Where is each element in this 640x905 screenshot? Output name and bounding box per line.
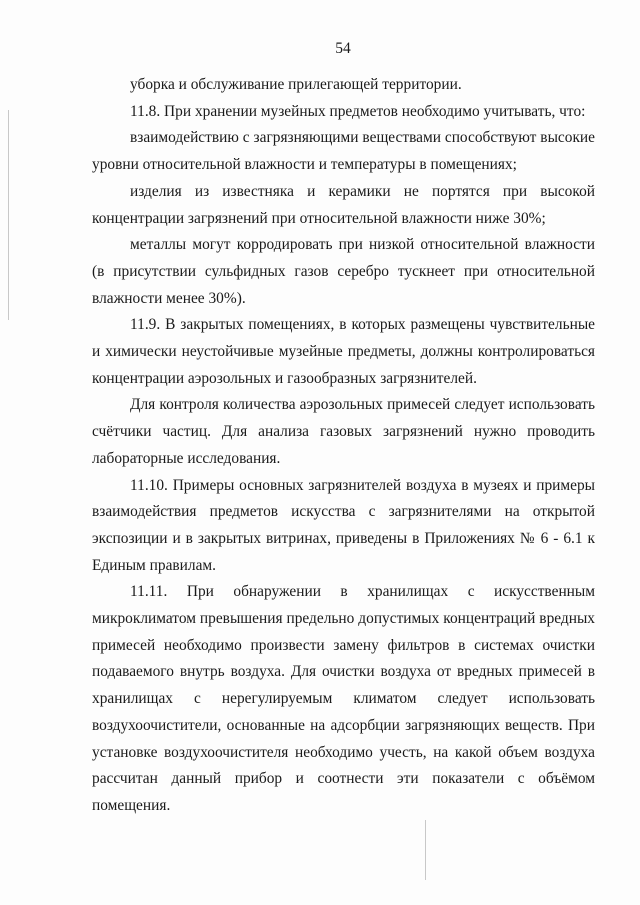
paragraph-humidity-temperature: взаимодействию с загрязняющими веществами способствуют высокие уровни относительной влажности и температуры в помещениях; xyxy=(92,129,595,174)
paragraph-11-8: 11.8. При хранении музейных предметов необходимо учитывать, что: xyxy=(130,102,586,120)
paragraph-11-11: 11.11. При обнаружении в хранилищах с искусственным микроклиматом превышения предельно допустимых концентраций вредных примесей необходимо произвести замену фильтров в системах очистки подаваемого внутрь воздуха. Для очистки воздуха от вредных примесей в хранилищах с нерегулируемым климатом следует использовать воздухоочистители, основанные на адсорбции загрязняющих веществ. При установке воздухоочистителя необходимо учесть, на какой объем воздуха рассчитан данный прибор и соотнести эти показатели с объёмом помещения. xyxy=(92,583,595,814)
paragraph-11-9: 11.9. В закрытых помещениях, в которых размещены чувствительные и химически неустойчивые музейные предметы, должны контролироваться концентрации аэрозольных и газообразных загрязнителей. xyxy=(92,316,595,387)
paragraph-11-10: 11.10. Примеры основных загрязнителей воздуха в музеях и примеры взаимодействия предметов искусства с загрязнителями на открытой экспозиции и в закрытых витринах, приведены в Приложениях № 6 - 6.1 к Единым правилам. xyxy=(92,476,595,574)
scan-artifact-bottom xyxy=(425,820,426,880)
paragraph-territory-maintenance: уборка и обслуживание прилегающей территории. xyxy=(130,76,462,93)
paragraph-metals-corrosion: металлы могут корродировать при низкой относительной влажности (в присутствии сульфидных газов серебро тускнеет при относительной влажности менее 30%). xyxy=(92,236,595,307)
paragraph-particle-counters: Для контроля количества аэрозольных примесей следует использовать счётчики частиц. Для анализа газовых загрязнений нужно проводить лабораторные исследования. xyxy=(92,396,595,467)
paragraph-limestone-ceramics: изделия из известняка и керамики не портятся при высокой концентрации загрязнений при относительной влажности ниже 30%; xyxy=(92,182,595,227)
document-body xyxy=(92,72,595,820)
scan-artifact-left xyxy=(8,110,9,320)
page-number: 54 xyxy=(335,40,351,57)
